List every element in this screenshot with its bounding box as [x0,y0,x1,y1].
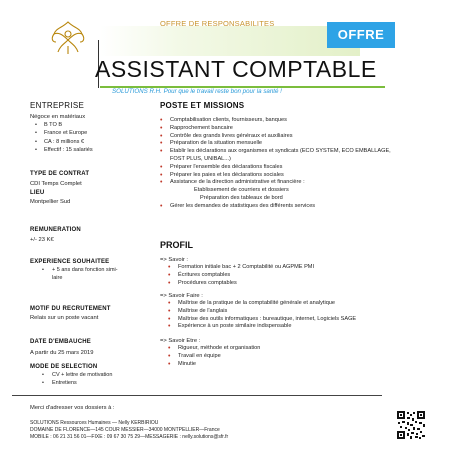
qr-code-icon [396,410,426,440]
motif-value: Relais sur un poste vacant [30,315,99,321]
profil-heading: PROFIL [160,240,193,250]
list-item: • CV + lettre de motivation [30,372,140,380]
header-band [100,26,360,56]
footer-line-1: SOLUTIONS Ressources Humaines — Nelly KERBIRIOU [30,420,159,426]
offre-badge: OFFRE [327,22,395,48]
date-heading: DATE D'EMBAUCHE [30,339,91,345]
list-item: • CA : 8 millions € [30,138,130,146]
top-banner: OFFRE DE RESPONSABILITES [160,19,275,28]
selection-heading: MODE DE SELECTION [30,364,98,370]
missions-list [156,117,396,211]
list-item: Etablissement de courriers et dossiers [194,187,289,194]
selection-list [30,372,140,387]
list-item: • + 5 ans dans fonction simi-laire [30,267,126,282]
list-item: • Écritures comptables [164,272,394,280]
list-item: • Rapprochement bancaire [156,125,396,133]
list-item: • B TO B [30,121,130,129]
savoir-etre-label: => Savoir Etre : [160,338,201,344]
list-item: • Entretiens [30,380,140,388]
savoir-faire-list [164,300,404,331]
list-item: • France et Europe [30,129,130,137]
date-value: A partir du 25 mars 2019 [30,350,94,356]
remuneration-heading: REMUNERATION [30,227,81,233]
savoir-faire-label: => Savoir Faire : [160,293,203,299]
list-item: • Comptabilisation clients, fournisseurs, banques [156,117,396,125]
remuneration-value: +/- 23 K€ [30,237,54,243]
footer-divider [12,395,382,396]
entreprise-intro: Négoce en matériaux [30,114,86,120]
savoir-etre-list [164,345,394,368]
list-item: • Contrôle des grands livres généraux et auxiliaires [156,133,396,141]
footer-line-2: DOMAINE DE FLORENCE—145 COUR MESSIER—34000 MONTPELLIER—France [30,427,220,433]
contrat-value: CDI Temps Complet [30,181,82,187]
list-item: • Effectif : 15 salariés [30,146,130,154]
experience-heading: EXPERIENCE SOUHAITEE [30,259,110,265]
list-item: • Maîtrise de l'anglais [164,308,404,316]
entreprise-list [30,121,130,155]
footer-contact [30,420,390,441]
contrat-heading: TYPE DE CONTRAT [30,171,90,177]
list-item: • Procédures comptables [164,280,394,288]
footer-intro: Merci d'adresser vos dossiers à : [30,405,115,411]
list-item: • Expérience à un poste similaire indispensable [164,323,404,331]
list-item: • Préparer les paies et les déclarations sociales [156,172,396,180]
list-item: • Travail en équipe [164,353,394,361]
list-item: • Gérer les demandes de statistiques des différents services [156,203,396,211]
list-item: • Préparer l'ensemble des déclarations fiscales [156,164,396,172]
experience-list [30,267,126,282]
list-item: • Assistance de la direction administrative et financière : [156,179,396,187]
list-item: Préparation des tableaux de bord [200,194,283,201]
gold-ornament-icon [48,18,88,58]
list-item: • Formation initiale bac + 2 Comptabilité ou AGPME PMI [164,264,394,272]
lieu-heading: LIEU [30,190,45,196]
motif-heading: MOTIF DU RECRUTEMENT [30,306,111,312]
list-item: • Minutie [164,361,394,369]
lieu-value: Montpellier Sud [30,199,71,205]
poste-heading: POSTE ET MISSIONS [160,101,245,110]
entreprise-heading: ENTREPRISE [30,101,85,110]
subtitle: SOLUTIONS R.H. Pour que le travail reste bon pour la santé ! [112,88,282,95]
list-item: • Etablir les déclarations aux organismes et syndicats (ECO SYSTEM, ECO EMBALLAGE, FOST PLUS, UNIBAL...) [156,148,396,164]
list-item: • Maîtrise des outils informatiques : bureautique, internet, Logiciels SAGE [164,316,404,324]
page-title: ASSISTANT COMPTABLE [95,56,377,82]
list-item: • Rigueur, méthode et organisation [164,345,394,353]
savoir-list [164,264,394,287]
list-item: • Maîtrise de la pratique de la comptabilité générale et analytique [164,300,404,308]
list-item: • Préparation de la situation mensuelle [156,140,396,148]
savoir-label: => Savoir : [160,257,189,263]
footer-line-3: MOBILE : 06 21 31 56 01—FIXE : 09 67 30 75 29—MESSAGERIE : nelly.solutions@sfr.fr [30,434,229,440]
